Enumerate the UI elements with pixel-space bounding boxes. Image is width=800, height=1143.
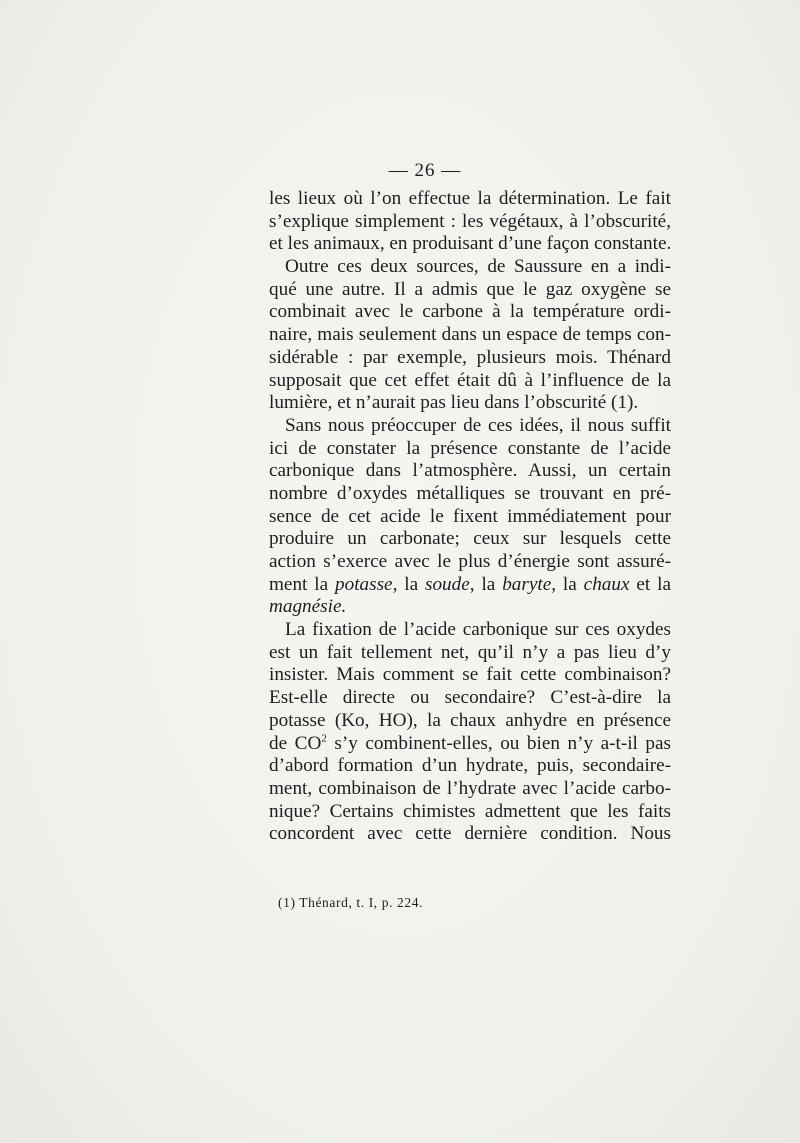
text-fragment: , la <box>392 573 425 595</box>
italic-soude: soude <box>425 573 470 595</box>
text-line-italic-substances <box>269 574 671 597</box>
text-line-co2 <box>269 733 671 756</box>
text-line: action s’exerce avec le plus d’énergie sont assuré- <box>269 551 671 572</box>
text-line: supposait que cet effet était dû à l’influence de la <box>269 369 671 391</box>
text-line: combinait avec le carbone à la température ordi- <box>269 301 671 323</box>
text-line: sidérable : par exemple, plusieurs mois. Thénard <box>269 346 671 368</box>
text-line-magnesie <box>269 596 671 619</box>
text-line: produire un carbonate; ceux sur lesquels cette <box>269 528 671 550</box>
text-line: Sans nous préoccuper de ces idées, il nous suffit <box>285 414 671 436</box>
text-fragment: , la <box>469 573 503 595</box>
text-line: nique? Certains chimistes admettent que les faits <box>269 800 671 822</box>
text-line: qué une autre. Il a admis que le gaz oxygène se <box>269 278 671 300</box>
text-fragment: de CO <box>269 732 322 754</box>
superscript-2: 2 <box>321 732 327 745</box>
text-line: sence de cet acide le fixent immédiatement pour <box>269 505 671 527</box>
text-line: concordent avec cette dernière condition. Nous <box>269 823 671 845</box>
text-line: Outre ces deux sources, de Saussure en a indi- <box>285 256 671 278</box>
text-fragment: la <box>556 573 584 595</box>
text-fragment: et la <box>629 573 671 595</box>
text-line: Est-elle directe ou secondaire? C’est-à-dire la <box>269 687 671 709</box>
text-line: lumière, et n’aurait pas lieu dans l’obscurité (1). <box>269 392 639 414</box>
page-number: — 26 — <box>388 160 462 181</box>
italic-chaux: chaux <box>583 573 630 595</box>
body-text <box>269 188 671 846</box>
text-fragment: s’y combinent-elles, ou bien n’y a-t-il pas <box>326 732 672 754</box>
text-line: naire, mais seulement dans un espace de temps con- <box>269 324 671 346</box>
text-line: et les animaux, en produisant d’une façon constante. <box>269 233 672 255</box>
paragraph-block-2 <box>269 619 671 732</box>
text-line: carbonique dans l’atmosphère. Aussi, un certain <box>269 460 671 482</box>
text-line: ment, combinaison de l’hydrate avec l’acide carbo- <box>269 777 671 799</box>
italic-baryte: baryte, <box>502 573 557 595</box>
footnote: (1) Thénard, t. I, p. 224. <box>278 895 424 910</box>
text-line: nombre d’oxydes métalliques se trouvant en pré- <box>269 482 671 504</box>
text-line: d’abord formation d’un hydrate, puis, secondaire- <box>269 755 671 777</box>
text-line: ici de constater la présence constante de l’acide <box>269 437 671 459</box>
text-line: est un fait tellement net, qu’il n’y a pas lieu d’y <box>269 641 671 663</box>
text-line: potasse (Ko, HO), la chaux anhydre en présence <box>269 709 671 731</box>
italic-potasse: potasse <box>335 573 393 595</box>
text-line: les lieux où l’on effectue la détermination. Le fait <box>269 188 671 209</box>
italic-magnesie: magnésie. <box>269 596 347 618</box>
paragraph-block-1 <box>269 188 671 574</box>
text-line: s’explique simplement : les végétaux, à l’obscurité, <box>269 210 671 232</box>
text-fragment: ment la <box>269 573 335 595</box>
paragraph-block-3 <box>269 755 671 846</box>
text-line: insister. Mais comment se fait cette combinaison? <box>269 664 671 686</box>
text-line: La fixation de l’acide carbonique sur ces oxydes <box>285 619 671 641</box>
